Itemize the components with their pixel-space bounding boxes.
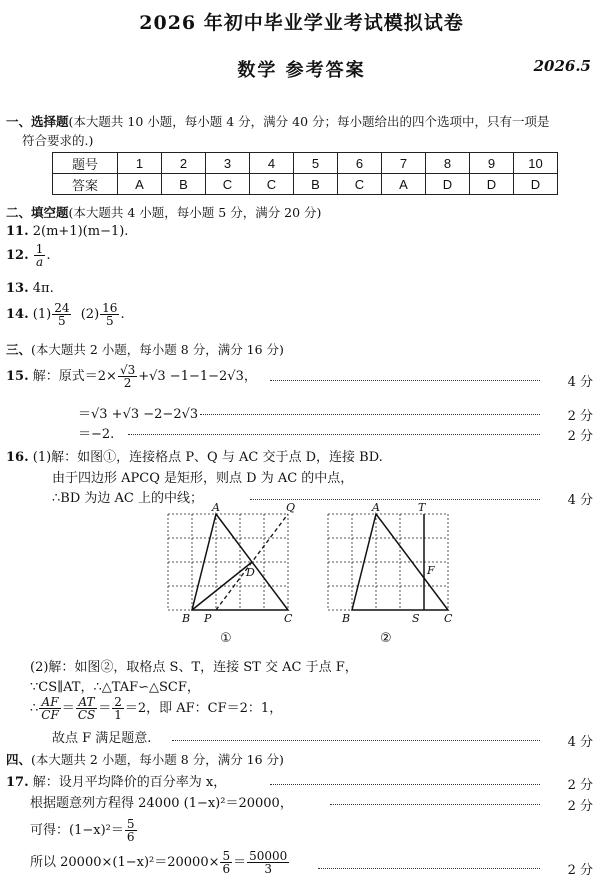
section-4-label: 四、 <box>6 752 32 767</box>
table-cell-number: 9 <box>470 153 514 174</box>
question-16-part-2-line-4: 故点 F 满足题意. <box>52 731 152 746</box>
figure-1-caption: ① <box>220 631 232 646</box>
question-17-line-1 <box>6 771 226 790</box>
denominator: 3 <box>264 862 273 876</box>
table-cell-number: 6 <box>338 153 382 174</box>
fraction <box>220 850 232 875</box>
question-16-line-2: 由于四边形 APCQ 是矩形，则点 D 为 AC 的中点， <box>52 471 354 486</box>
numerator: 5 <box>222 849 231 863</box>
question-11 <box>6 224 128 239</box>
figure-2-caption: ② <box>380 631 392 646</box>
denominator: 1 <box>114 708 122 722</box>
table-cell-answer: A <box>382 174 426 195</box>
fraction <box>118 364 137 389</box>
exam-title: 2026 年初中毕业学业考试模拟试卷 <box>139 12 464 34</box>
fraction <box>247 850 289 875</box>
table-cell-answer: D <box>426 174 470 195</box>
score-mark: 2 分 <box>567 799 593 814</box>
question-16-part-2-line-2: ∵CS∥AT，∴△TAF∽△SCF， <box>30 680 200 695</box>
numerator: 24 <box>54 301 70 315</box>
table-cell-number: 7 <box>382 153 426 174</box>
numerator: 5 <box>126 817 135 831</box>
table-cell-answer: D <box>514 174 558 195</box>
point-label: A <box>212 501 220 514</box>
table-cell-number: 1 <box>118 153 162 174</box>
fraction <box>112 696 124 721</box>
point-label: C <box>284 612 293 625</box>
question-15-line-3: ＝−2. <box>78 427 115 442</box>
score-mark: 2 分 <box>567 409 593 424</box>
dotted-leader <box>200 414 540 415</box>
solution-text: ∴ <box>30 701 39 716</box>
numerator: AT <box>76 696 97 709</box>
denominator: CF <box>41 708 59 722</box>
table-cell-number: 3 <box>206 153 250 174</box>
question-14 <box>6 302 125 327</box>
table-cell-answer: C <box>206 174 250 195</box>
numerator: 50000 <box>249 849 288 863</box>
section-4-heading <box>6 750 284 768</box>
figure-1-grid <box>168 514 288 610</box>
section-3-label: 三、 <box>6 342 32 357</box>
answer-text: 4π. <box>32 281 54 296</box>
fraction <box>34 243 46 268</box>
fraction <box>125 818 137 843</box>
question-13 <box>6 281 54 296</box>
solution-text: 解：原式＝2× <box>32 369 117 384</box>
denominator: CS <box>77 708 96 722</box>
point-label: P <box>204 612 212 625</box>
solution-text: ＝2，即 AF：CF＝2：1， <box>124 701 283 716</box>
question-number: 11. <box>6 224 29 239</box>
table-cell-answer: C <box>250 174 294 195</box>
equals: ＝ <box>233 855 247 870</box>
denominator: 2 <box>123 376 132 390</box>
answer-table <box>52 152 558 195</box>
fraction <box>100 302 119 327</box>
table-cell-number: 10 <box>514 153 558 174</box>
question-number: 12. <box>6 248 29 263</box>
solution-text: 所以 20000×(1−x)²＝20000× <box>30 855 220 870</box>
dotted-leader <box>270 784 540 785</box>
table-cell-number: 2 <box>162 153 206 174</box>
denominator: 5 <box>105 314 114 328</box>
score-mark: 4 分 <box>567 493 593 508</box>
dotted-leader <box>172 740 540 741</box>
table-cell-number: 5 <box>294 153 338 174</box>
figure-2-grid <box>328 514 448 610</box>
point-label: B <box>342 612 351 625</box>
score-mark: 2 分 <box>567 863 593 878</box>
numerator: √3 <box>119 363 136 377</box>
punct: . <box>120 307 125 322</box>
question-number: 13. <box>6 281 29 296</box>
table-header-answer: 答案 <box>53 174 118 195</box>
question-16-line-1 <box>6 446 383 465</box>
punct: . <box>46 248 51 263</box>
point-label: C <box>444 612 453 625</box>
numerator: 2 <box>114 695 122 709</box>
solution-text: +√3 −1−1−2√3， <box>138 369 257 384</box>
section-1-desc: (本大题共 10 小题，每小题 4 分，满分 40 分；每小题给出的四个选项中，只有一项是 <box>68 114 550 129</box>
question-17-line-3 <box>30 818 138 843</box>
question-12 <box>6 243 51 268</box>
denominator: 6 <box>222 862 231 876</box>
point-label: Q <box>286 501 296 514</box>
answer-key-subtitle: 数学 参考答案 <box>237 60 366 81</box>
point-label: B <box>182 612 191 625</box>
answer-text: 2(m+1)(m−1). <box>32 224 129 239</box>
geometry-figures <box>160 500 470 652</box>
table-cell-number: 4 <box>250 153 294 174</box>
answer-table-answer-row <box>53 174 558 195</box>
dotted-leader <box>330 804 540 805</box>
section-2-label: 二、填空题 <box>6 205 69 220</box>
denominator: a <box>36 255 44 269</box>
denominator: 6 <box>126 830 135 844</box>
table-cell-answer: A <box>118 174 162 195</box>
section-3-heading <box>6 340 284 358</box>
question-16-part-2-line-3 <box>30 696 282 721</box>
dotted-leader <box>270 380 540 381</box>
score-mark: 4 分 <box>567 375 593 390</box>
table-cell-answer: C <box>338 174 382 195</box>
question-number: 14. <box>6 307 29 322</box>
part-label: (2) <box>80 307 100 322</box>
solution-text: 可得：(1−x)²＝ <box>30 823 124 838</box>
question-number: 15. <box>6 369 29 384</box>
table-cell-answer: B <box>162 174 206 195</box>
table-cell-answer: B <box>294 174 338 195</box>
point-label: A <box>372 501 380 514</box>
equals: ＝ <box>61 701 75 716</box>
section-2-heading <box>6 203 321 221</box>
fraction <box>39 696 61 721</box>
fraction <box>52 302 71 327</box>
dotted-leader <box>318 868 540 869</box>
section-1-heading <box>6 112 550 130</box>
point-label: D <box>246 566 255 579</box>
question-15-line-2: ＝√3 +√3 −2−2√3 <box>78 407 199 422</box>
score-mark: 2 分 <box>567 429 593 444</box>
question-number: 16. <box>6 450 29 465</box>
answer-table-number-row <box>53 153 558 174</box>
exam-date: 2026.5 <box>533 57 591 75</box>
question-17-line-2: 根据题意列方程得 24000 (1−x)²＝20000， <box>30 796 293 811</box>
solution-text: 解：设月平均降价的百分率为 x， <box>32 775 227 790</box>
equals: ＝ <box>98 701 112 716</box>
table-cell-number: 8 <box>426 153 470 174</box>
numerator: 16 <box>102 301 118 315</box>
point-label: F <box>427 564 435 577</box>
fraction <box>76 696 97 721</box>
section-1-desc-cont: 符合要求的.) <box>22 133 94 148</box>
point-label: T <box>418 501 426 514</box>
dotted-leader <box>128 434 540 435</box>
table-cell-answer: D <box>470 174 514 195</box>
question-16-part-2-line-1: (2)解：如图②，取格点 S、T，连接 ST 交 AC 于点 F， <box>30 660 358 675</box>
score-mark: 2 分 <box>567 778 593 793</box>
numerator: 1 <box>35 242 44 256</box>
section-4-desc: (本大题共 2 小题，每小题 8 分，满分 16 分) <box>31 752 284 767</box>
table-header-question: 题号 <box>53 153 118 174</box>
section-3-desc: (本大题共 2 小题，每小题 8 分，满分 16 分) <box>31 342 284 357</box>
point-label: S <box>412 612 420 625</box>
section-2-desc: (本大题共 4 小题，每小题 5 分，满分 20 分) <box>68 205 322 220</box>
score-mark: 4 分 <box>567 735 593 750</box>
section-1-label: 一、选择题 <box>6 114 69 129</box>
solution-text: (1)解：如图①，连接格点 P、Q 与 AC 交于点 D，连接 BD. <box>32 450 383 465</box>
numerator: AF <box>39 696 61 709</box>
question-number: 17. <box>6 775 29 790</box>
question-16-line-3: ∴BD 为边 AC 上的中线； <box>52 491 203 506</box>
question-17-line-4 <box>30 850 290 875</box>
question-15-line-1 <box>6 364 257 389</box>
denominator: 5 <box>58 314 66 328</box>
part-label: (1) <box>32 307 52 322</box>
